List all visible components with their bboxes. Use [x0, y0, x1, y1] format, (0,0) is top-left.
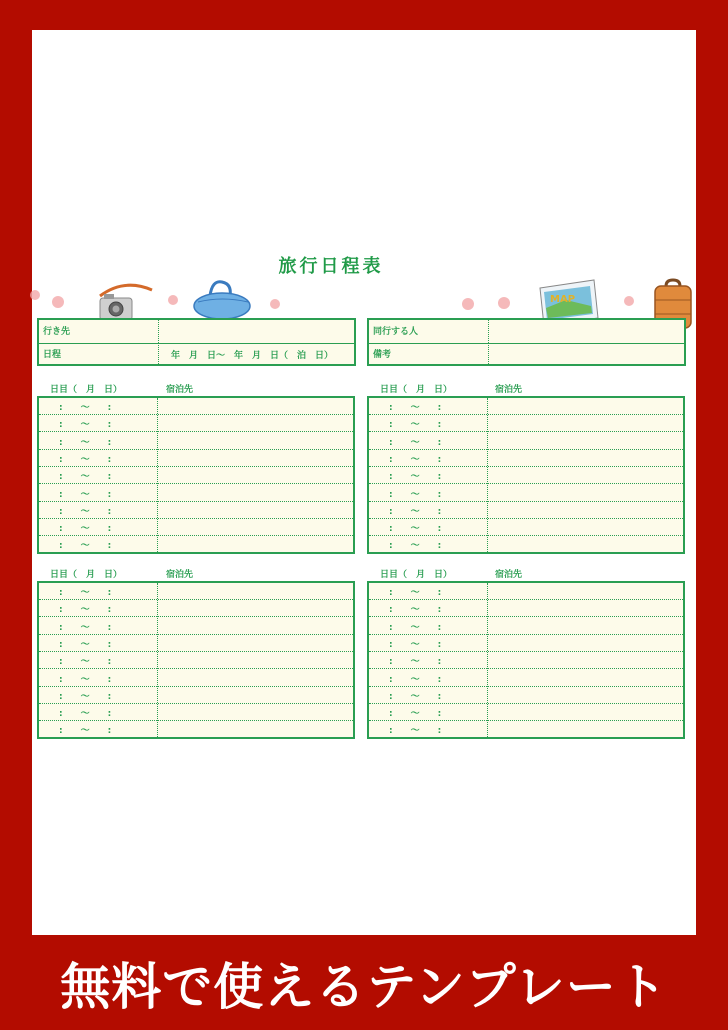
schedule-row[interactable] [369, 502, 683, 519]
time-range-placeholder: : ～ : [59, 489, 112, 500]
time-range-placeholder: : ～ : [389, 506, 442, 517]
schedule-row[interactable] [369, 536, 683, 553]
day-schedule-grid [367, 396, 685, 554]
time-range-placeholder: : ～ : [59, 674, 112, 685]
schedule-row[interactable] [39, 433, 353, 450]
time-range-placeholder: : ～ : [389, 622, 442, 633]
pink-dot-decoration [30, 290, 40, 300]
time-range-placeholder: : ～ : [59, 454, 112, 465]
time-range-placeholder: : ～ : [389, 657, 442, 668]
schedule-row[interactable] [369, 467, 683, 484]
time-range-placeholder: : ～ : [59, 726, 112, 737]
schedule-row[interactable] [39, 485, 353, 502]
time-range-placeholder: : ～ : [59, 639, 112, 650]
day-date-label: 日目（ 月 日） [50, 385, 123, 395]
schedule-row[interactable] [39, 652, 353, 669]
day-date-label: 日目（ 月 日） [380, 570, 453, 580]
schedule-row[interactable] [369, 398, 683, 415]
lodging-label: 宿泊先 [166, 385, 194, 395]
schedule-row[interactable] [369, 652, 683, 669]
time-range-placeholder: : ～ : [389, 403, 442, 413]
schedule-row[interactable] [369, 704, 683, 721]
time-range-placeholder: : ～ : [389, 674, 442, 685]
schedule-row[interactable] [369, 433, 683, 450]
schedule-row[interactable] [369, 600, 683, 617]
time-range-placeholder: : ～ : [389, 437, 442, 448]
time-range-placeholder: : ～ : [389, 709, 442, 720]
time-range-placeholder: : ～ : [59, 588, 112, 598]
schedule-row[interactable] [39, 687, 353, 704]
time-range-placeholder: : ～ : [389, 541, 442, 552]
lodging-label: 宿泊先 [495, 385, 523, 395]
schedule-row[interactable] [39, 721, 353, 738]
time-range-placeholder: : ～ : [59, 472, 112, 483]
schedule-row [39, 343, 354, 366]
time-range-placeholder: : ～ : [59, 420, 112, 431]
lodging-label: 宿泊先 [166, 570, 194, 580]
time-range-placeholder: : ～ : [59, 709, 112, 720]
time-range-placeholder: : ～ : [389, 420, 442, 431]
day-schedule-grid [37, 396, 355, 554]
time-range-placeholder: : ～ : [389, 726, 442, 737]
destination-label: 行き先 [43, 327, 71, 337]
schedule-row[interactable] [369, 618, 683, 635]
schedule-row[interactable] [39, 415, 353, 432]
schedule-row[interactable] [39, 502, 353, 519]
destination-row [39, 320, 354, 344]
schedule-label: 日程 [43, 350, 62, 360]
time-range-placeholder: : ～ : [59, 691, 112, 702]
companions-field[interactable] [488, 320, 684, 343]
schedule-date-format: 年 月 日～ 年 月 日（ 泊 日） [171, 351, 334, 361]
schedule-row[interactable] [369, 721, 683, 738]
notes-field[interactable] [488, 343, 684, 366]
schedule-row[interactable] [369, 415, 683, 432]
companions-row [369, 320, 684, 344]
time-range-placeholder: : ～ : [59, 541, 112, 552]
companions-label: 同行する人 [373, 327, 419, 337]
schedule-row[interactable] [39, 536, 353, 553]
trip-info-right [367, 318, 686, 366]
time-range-placeholder: : ～ : [59, 622, 112, 633]
destination-field[interactable] [158, 320, 354, 343]
pink-dot-decoration [624, 296, 634, 306]
svg-text:MAP: MAP [550, 294, 576, 305]
schedule-row[interactable] [39, 398, 353, 415]
time-range-placeholder: : ～ : [389, 605, 442, 616]
time-range-placeholder: : ～ : [59, 657, 112, 668]
schedule-row[interactable] [369, 519, 683, 536]
schedule-row[interactable] [39, 450, 353, 467]
schedule-row[interactable] [369, 450, 683, 467]
trip-info-left [37, 318, 356, 366]
schedule-row[interactable] [369, 583, 683, 600]
time-range-placeholder: : ～ : [59, 437, 112, 448]
notes-row [369, 343, 684, 366]
pink-dot-decoration [498, 297, 510, 309]
page-title: 旅行日程表 [278, 256, 384, 277]
time-range-placeholder: : ～ : [59, 403, 112, 413]
schedule-row[interactable] [369, 670, 683, 687]
time-range-placeholder: : ～ : [389, 489, 442, 500]
day-date-label: 日目（ 月 日） [50, 570, 123, 580]
schedule-row[interactable] [39, 600, 353, 617]
bag-icon [192, 278, 254, 322]
time-range-placeholder: : ～ : [59, 524, 112, 535]
time-range-placeholder: : ～ : [389, 524, 442, 535]
day-schedule-grid [367, 581, 685, 739]
schedule-row[interactable] [39, 583, 353, 600]
schedule-row[interactable] [39, 704, 353, 721]
schedule-row[interactable] [39, 670, 353, 687]
pink-dot-decoration [168, 295, 178, 305]
schedule-row[interactable] [39, 635, 353, 652]
schedule-row[interactable] [369, 485, 683, 502]
time-range-placeholder: : ～ : [389, 691, 442, 702]
pink-dot-decoration [462, 298, 474, 310]
time-range-placeholder: : ～ : [389, 454, 442, 465]
schedule-row[interactable] [39, 519, 353, 536]
day-schedule-grid [37, 581, 355, 739]
schedule-row[interactable] [39, 467, 353, 484]
time-range-placeholder: : ～ : [389, 639, 442, 650]
time-range-placeholder: : ～ : [59, 605, 112, 616]
notes-label: 備考 [373, 350, 392, 360]
day-date-label: 日目（ 月 日） [380, 385, 453, 395]
pink-dot-decoration [270, 299, 280, 309]
schedule-row[interactable] [39, 618, 353, 635]
pink-dot-decoration [52, 296, 64, 308]
schedule-row[interactable] [369, 635, 683, 652]
schedule-field[interactable] [158, 343, 354, 366]
time-range-placeholder: : ～ : [389, 472, 442, 483]
schedule-row[interactable] [369, 687, 683, 704]
time-range-placeholder: : ～ : [59, 506, 112, 517]
lodging-label: 宿泊先 [495, 570, 523, 580]
footer-banner: 無料で使えるテンプレート [60, 957, 668, 1016]
time-range-placeholder: : ～ : [389, 588, 442, 598]
